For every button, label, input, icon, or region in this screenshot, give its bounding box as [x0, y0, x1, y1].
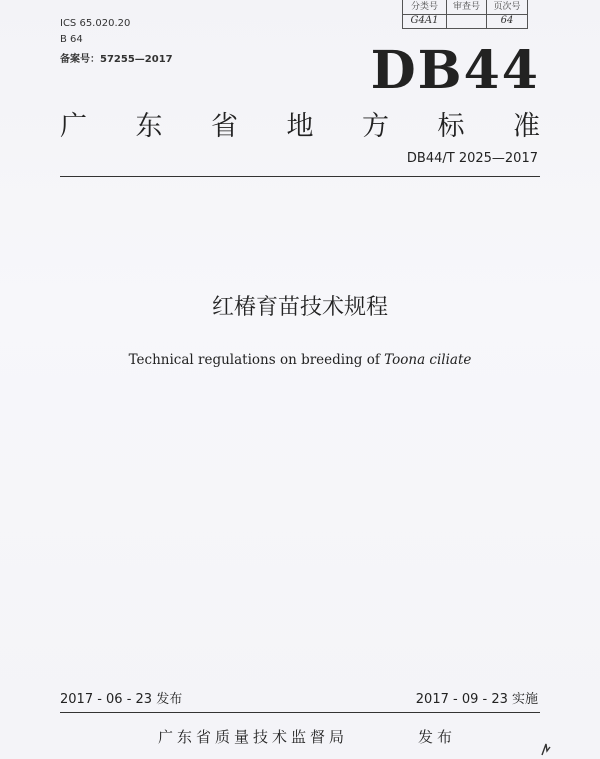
stamp-cell: 页次号 [493, 2, 521, 12]
handwritten-mark-icon [540, 742, 552, 756]
stamp-cell: 分类号 [403, 0, 447, 14]
standard-type-char: 方 [362, 111, 389, 142]
title-en-prefix: Technical regulations on breeding of [128, 352, 385, 368]
bottom-divider [60, 712, 540, 713]
standard-type-char: 省 [211, 111, 238, 142]
standard-code-large: DB44 [370, 40, 540, 101]
standard-type-char: 广 [60, 111, 87, 142]
stamp-header-row [403, 0, 527, 15]
stamp-cell: 64 [500, 15, 514, 26]
stamp-cell: 审查号 [447, 0, 487, 14]
archive-stamp [402, 0, 528, 29]
standard-number: DB44/T 2025—2017 [406, 151, 538, 166]
standard-type-char: 标 [437, 111, 465, 142]
title-en-latin: Toona ciliate [384, 352, 472, 368]
ics-code: ICS 65.020.20 [60, 18, 131, 29]
classification-code: B 64 [60, 34, 83, 45]
issuing-authority: 广东省质量技术监督局 [158, 728, 349, 746]
issue-label: 发布 [418, 728, 457, 746]
standard-type-char: 准 [513, 111, 540, 142]
stamp-cell: G4A1 [403, 14, 447, 28]
stamp-cell [447, 14, 487, 28]
standard-type-char: 东 [135, 111, 163, 142]
stamp-value-row [403, 14, 527, 28]
standard-type-char: 地 [286, 111, 314, 142]
issue-date: 2017 - 06 - 23 发布 [60, 692, 183, 707]
document-title-cn: 红椿育苗技术规程 [211, 295, 388, 320]
implementation-date: 2017 - 09 - 23 实施 [415, 692, 538, 707]
top-divider [60, 176, 540, 177]
document-title-en [0, 352, 600, 368]
standard-type [60, 104, 540, 143]
record-number: 备案号：57255—2017 [60, 54, 173, 65]
